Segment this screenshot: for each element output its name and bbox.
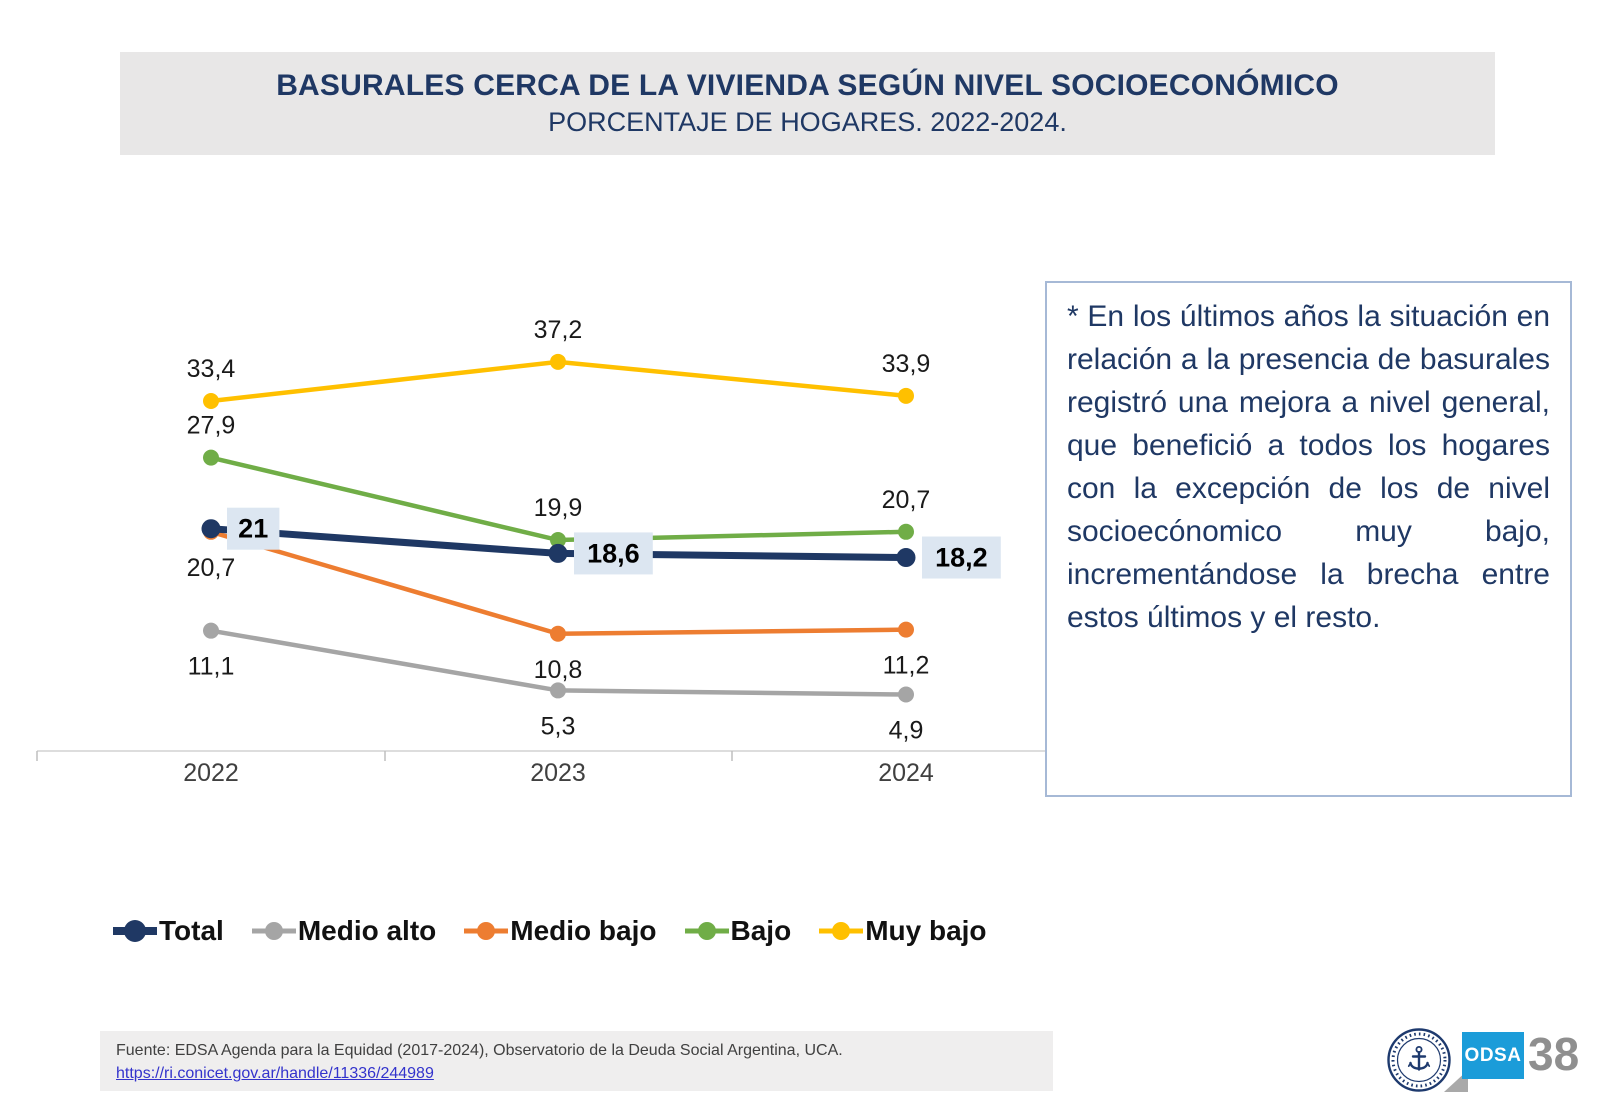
odsa-logo-label: ODSA bbox=[1464, 1044, 1522, 1066]
data-point bbox=[898, 388, 914, 404]
data-point bbox=[203, 393, 219, 409]
legend-label: Bajo bbox=[730, 915, 792, 946]
data-label: 19,9 bbox=[533, 494, 583, 523]
data-point bbox=[898, 687, 914, 703]
legend-label: Muy bajo bbox=[865, 915, 987, 946]
legend bbox=[112, 903, 987, 959]
x-axis-label: 2023 bbox=[530, 759, 586, 787]
data-point bbox=[549, 544, 568, 563]
data-label: 20,7 bbox=[186, 553, 236, 582]
annotation-box bbox=[1045, 281, 1572, 797]
legend-item-medio-alto bbox=[251, 915, 436, 947]
legend-label: Medio alto bbox=[297, 915, 437, 946]
annotation-text: * En los últimos años la situación en relación a la presencia de basurales registró una mejora a nivel general, que benefició a todos los hogares con la excepción de los de nivel socioecónomico muy bajo, incrementándose la brecha entre estos últimos y el resto. bbox=[1067, 300, 1550, 634]
legend-label: Medio bajo bbox=[510, 915, 657, 946]
source-link[interactable]: https://ri.conicet.gov.ar/handle/11336/244989 bbox=[116, 1065, 434, 1082]
legend-marker-icon bbox=[684, 918, 730, 944]
line-chart bbox=[0, 260, 1100, 820]
data-point bbox=[550, 626, 566, 642]
chart-title: BASURALES CERCA DE LA VIVIENDA SEGÚN NIVEL SOCIOECONÓMICO bbox=[276, 69, 1339, 103]
data-point bbox=[550, 682, 566, 698]
data-label: 33,9 bbox=[881, 349, 931, 378]
data-point bbox=[898, 622, 914, 638]
legend-marker-icon bbox=[818, 918, 864, 944]
odsa-logo bbox=[1462, 1032, 1524, 1079]
data-label: 11,1 bbox=[187, 652, 235, 681]
legend-item-bajo bbox=[684, 915, 792, 947]
legend-marker-icon bbox=[251, 918, 297, 944]
data-point bbox=[898, 524, 914, 540]
legend-item-medio-bajo bbox=[463, 915, 656, 947]
data-point bbox=[202, 519, 221, 538]
legend-marker-icon bbox=[463, 918, 509, 944]
data-label: 20,7 bbox=[881, 485, 931, 514]
data-label: 18,2 bbox=[935, 542, 988, 573]
source-text: Fuente: EDSA Agenda para la Equidad (2017-2024), Observatorio de la Deuda Social Argentina, UCA. bbox=[116, 1042, 843, 1059]
legend-marker-icon bbox=[112, 918, 158, 944]
data-point bbox=[203, 623, 219, 639]
x-axis-label: 2024 bbox=[878, 759, 934, 787]
data-point bbox=[203, 450, 219, 466]
data-label: 5,3 bbox=[540, 712, 576, 741]
data-point bbox=[550, 354, 566, 370]
uca-seal-logo bbox=[1386, 1027, 1452, 1093]
x-axis-label: 2022 bbox=[183, 759, 239, 787]
data-point bbox=[897, 548, 916, 567]
data-label: 10,8 bbox=[533, 655, 583, 684]
legend-item-total bbox=[112, 915, 224, 947]
title-band bbox=[120, 52, 1495, 155]
data-label: 11,2 bbox=[882, 651, 930, 680]
legend-item-muy-bajo bbox=[818, 915, 986, 947]
data-label: 33,4 bbox=[186, 354, 236, 383]
data-label: 37,2 bbox=[533, 315, 583, 344]
data-label: 4,9 bbox=[888, 716, 924, 745]
data-label: 21 bbox=[238, 513, 269, 544]
chart-subtitle: PORCENTAJE DE HOGARES. 2022-2024. bbox=[548, 107, 1067, 138]
data-label: 18,6 bbox=[587, 538, 640, 569]
legend-label: Total bbox=[159, 915, 224, 946]
data-label: 27,9 bbox=[186, 411, 236, 440]
source-footer bbox=[100, 1031, 1053, 1091]
page-number: 38 bbox=[1528, 1028, 1580, 1080]
